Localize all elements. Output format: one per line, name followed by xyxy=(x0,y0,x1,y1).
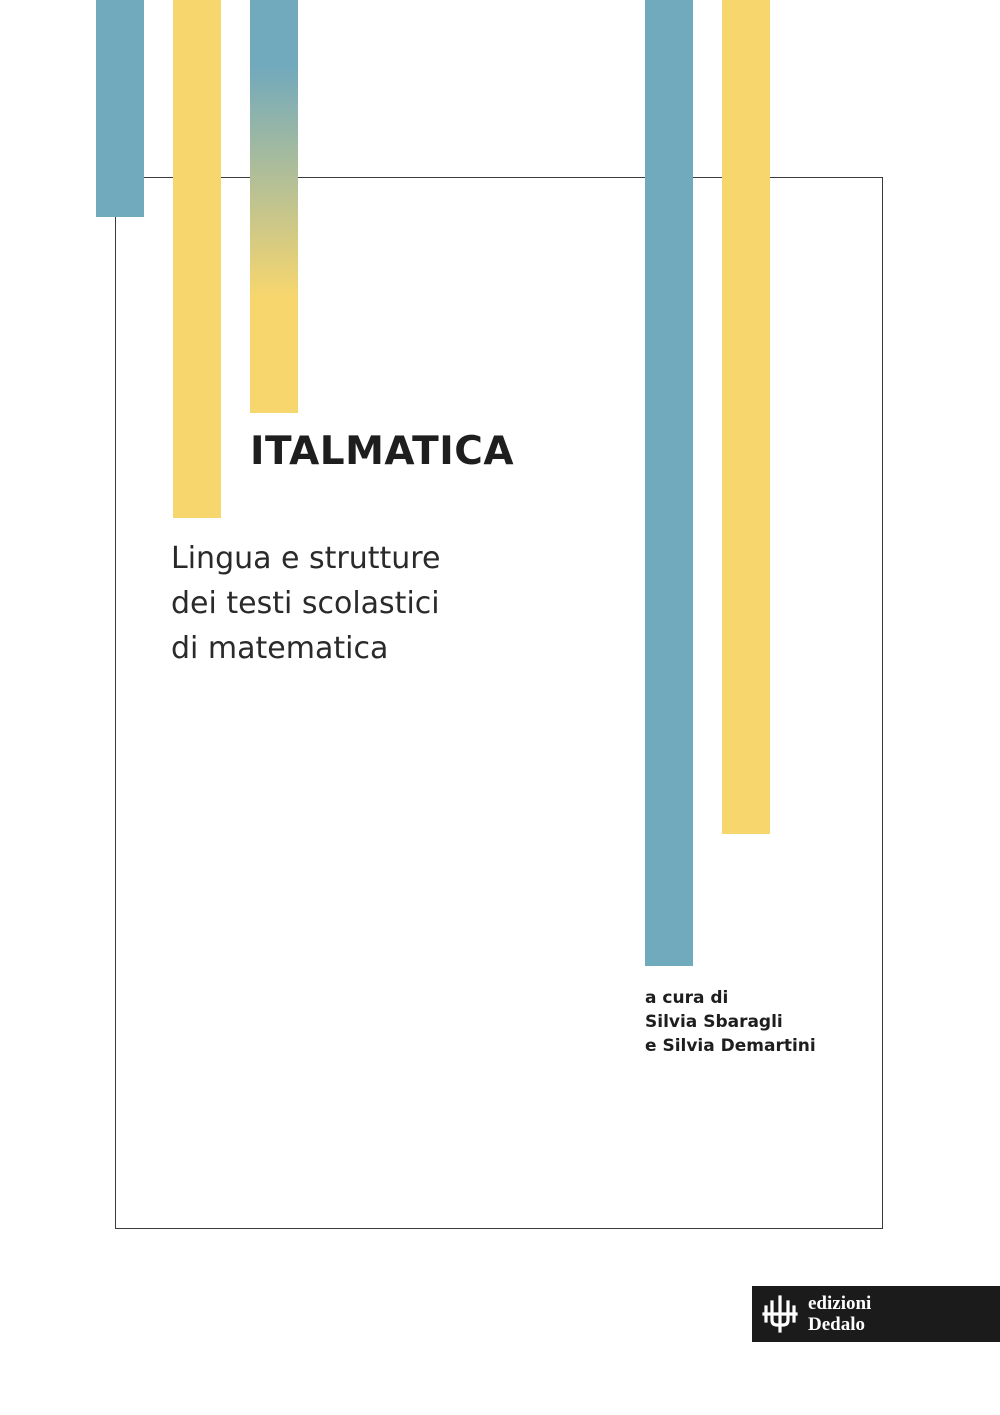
editors-line: a cura di xyxy=(645,988,729,1008)
editors-line: Silvia Sbaragli xyxy=(645,1012,783,1032)
decorative-blue-bar xyxy=(96,0,144,217)
editors-line: e Silvia Demartini xyxy=(645,1036,816,1056)
dedalo-logo-icon xyxy=(760,1294,800,1334)
decorative-yellow-bar xyxy=(173,0,221,518)
subtitle-line: di matematica xyxy=(171,631,389,666)
book-subtitle xyxy=(171,536,440,671)
decorative-yellow-bar xyxy=(722,0,770,834)
publisher-line: edizioni xyxy=(808,1293,872,1314)
subtitle-line: dei testi scolastici xyxy=(171,586,440,621)
editors-credit xyxy=(645,986,816,1058)
publisher-name xyxy=(808,1293,871,1335)
decorative-gradient-bar xyxy=(250,0,298,413)
publisher-badge xyxy=(752,1286,1000,1342)
book-title: ITALMATICA xyxy=(250,429,515,474)
subtitle-line: Lingua e strutture xyxy=(171,541,441,576)
publisher-line: Dedalo xyxy=(808,1314,865,1335)
decorative-blue-bar xyxy=(645,0,693,966)
